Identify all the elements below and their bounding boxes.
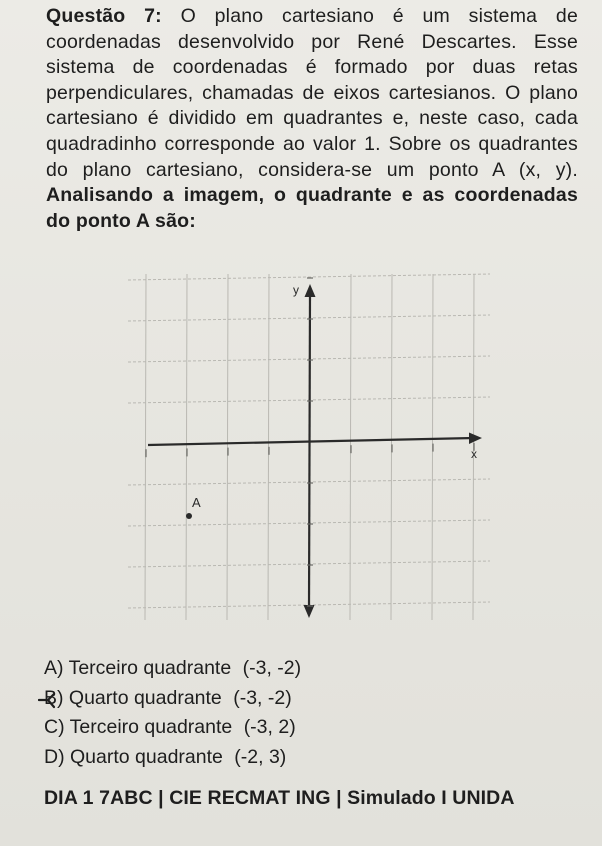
point-a [186,513,192,519]
x-axis [148,438,474,445]
question-text: O plano cartesiano é um sistema de coordenadas desenvolvido por René Descartes. Esse sistema de coordenadas é formado por duas retas perpendiculares, chamadas de eixos cartesianos. O plano cartesiano é dividido em quadrantes e, neste caso, cada quadradinho corresponde ao valor 1. Sobre os quadrantes do plano cartesiano, considera-se um ponto A (x, y). [46,5,578,181]
cartesian-plane [128,268,498,628]
option-d[interactable] [44,743,301,773]
option-letter: C) [44,716,65,738]
option-letter: A) [44,657,64,679]
grid-line-vertical [186,274,187,620]
option-coords: (-3, -2) [242,657,302,679]
question-prompt: Analisando a imagem, o quadrante e as coordenadas do ponto A são: [46,184,578,232]
option-letter: B) [44,686,64,709]
grid-line-horizontal [128,274,490,280]
option-coords: (-3, -2) [233,686,292,709]
grid-line-vertical [227,274,228,620]
option-letter: D) [44,745,65,768]
point-a-label: A [192,495,201,510]
option-text: Quarto quadrante [68,686,222,709]
option-b[interactable] [44,684,301,714]
option-text: Terceiro quadrante [68,657,232,679]
option-a[interactable] [44,654,301,684]
option-text: Quarto quadrante [70,745,223,768]
handwritten-check-mark [38,688,68,710]
y-axis [309,294,310,608]
x-axis-label: x [471,447,477,461]
answer-options [44,654,301,772]
x-axis-arrow [469,433,482,445]
y-axis-arrow-bottom [304,605,315,618]
option-c[interactable] [44,713,301,743]
option-coords: (-3, 2) [243,716,296,738]
question-number: Questão 7: [46,5,162,27]
footer-text: DIA 1 7ABC | CIE RECMAT ING | Simulado I UNIDA [44,787,515,809]
grid-line-vertical [145,274,146,620]
option-text: Terceiro quadrante [69,716,233,738]
cartesian-plane-figure [128,268,498,628]
option-coords: (-2, 3) [234,745,287,768]
question-block [46,4,578,234]
y-axis-label: y [293,283,299,297]
y-axis-arrow [305,284,316,297]
